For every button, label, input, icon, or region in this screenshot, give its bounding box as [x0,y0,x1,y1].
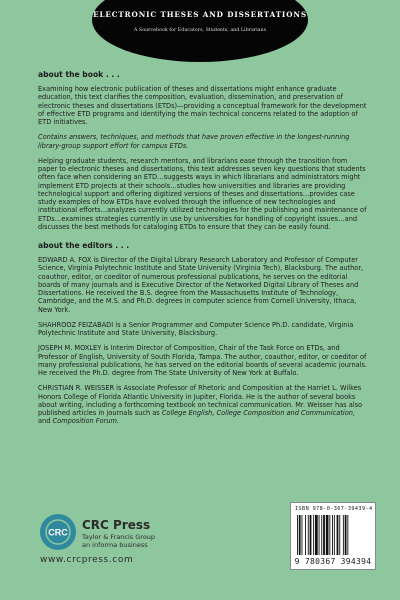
barcode-stripe [326,515,329,555]
barcode-stripe [332,515,333,555]
barcode-stripe [299,515,301,555]
crc-logo-icon [38,512,78,552]
barcode-stripe [347,515,348,555]
about-editors-heading: about the editors . . . [38,241,130,250]
barcode-bars [297,515,369,555]
publisher-informa: an informa business [82,540,148,549]
barcode-stripe [305,515,306,555]
publisher-subtitle [82,534,155,549]
barcode-stripe [343,515,344,555]
editor-bio-weisser [38,384,368,425]
barcode-stripe [337,515,339,555]
barcode-stripe [339,515,340,555]
barcode-stripe [321,515,322,555]
editor-bio-moxley: JOSEPH M. MOXLEY is Interim Director of Composition, Chair of the Task Force on ETDs, and Professor of English, University of South Florida, Tampa. The author, coauthor, editor, or coeditor of many professional publications, he has served on the editorial boards of several academic journals. He received the Ph.D. degree from The State University of New York at Buffalo. [38,344,368,377]
logo-mark-text: CRC [48,527,68,538]
editor-bio-fox: EDWARD A. FOX is Director of the Digital Library Research Laboratory and Professor of Computer Science, Virginia Polytechnic Institute and State University (Virginia Tech), Blacksburg. The author, coauthor, editor, or coeditor of numerous professional publications, he serves on the editorial boards of many journals and is Executive Director of the Networked Digital Library of Theses and Dissertations. He received the B.S. degree from the Massachusetts Institute of Technology, Cambridge, and the M.S. and Ph.D. degrees in computer science from Cornell University, Ithaca, New York. [38,256,364,314]
publisher-url: www.crcpress.com [40,555,134,565]
barcode-stripe [297,515,298,555]
editor-bio-weisser-and: and [38,417,53,426]
barcode-stripe [310,515,312,555]
barcode-stripe [329,515,330,555]
editor-bio-feizabadi: SHAHROOZ FEIZABADI is a Senior Programmer and Computer Science Ph.D. candidate, Virginia Polytechnic Institute and State University, Blacksburg. [38,320,354,337]
barcode-stripe [345,515,347,555]
title-badge [92,0,308,62]
barcode [290,502,376,570]
about-book-heading: about the book . . . [38,70,120,79]
about-book-paragraph-3: Helping graduate students, research mentors, and librarians ease through the transition from paper to electronic theses and dissertations, this text addresses seven key questions that students often face when considering an ETD…suggests ways in which librarians and administrators might implement ETD projects at their schools…studies how universities and libraries are providing technological support and offering digitized versions of theses and dissertations…provides case study examples of how ETDs have evolved through the influence of new technologies and institutional efforts…analyzes currently utilized technologies for the publishing and maintenance of ETDs…examines strategies currently in use by universities for handling of copyright issues…and discusses the best methods for cataloging ETDs to ensure that they can be easily found. [38,156,367,231]
barcode-stripe [308,515,309,555]
barcode-stripe [315,515,318,555]
back-cover-text [38,70,368,433]
barcode-number: 9 780367 394394 [294,557,372,566]
book-subtitle: A Sourcebook for Educators, Students, and Librarians [133,28,267,33]
barcode-stripe [313,515,314,555]
barcode-stripe [334,515,335,555]
barcode-stripe [302,515,303,555]
barcode-stripe [323,515,325,555]
journal-names: College English, College Composition and Communication, [161,409,356,417]
book-title: ELECTRONIC THESES AND DISSERTATIONS [93,10,307,19]
publisher-name: CRC Press [82,518,151,532]
about-book-paragraph-1: Examining how electronic publication of theses and dissertations might enhance graduate education, this text clarifies the composition, evaluation, dissemination, and preservation of electronic theses and dissertations (ETDs)—providing a conceptual framework for the development of effective ETD programs and identifying the main technical concerns related to the adoption of ETD initiatives. [38,85,367,126]
journal-name-composition-forum: Composition Forum. [52,417,120,426]
isbn-label: ISBN 978-0-367-39439-4 [295,506,373,512]
editor-bio-weisser-text: CHRISTIAN R. WEISSER is Associate Professor of Rhetoric and Composition at the Harriet L. Wilkes Honors College of Florida Atlantic University in Jupiter, Florida. He is the author of several books about writing, including a forthcoming textbook on technical communication. Mr. Weisser has also published articles in journals such as [38,384,363,417]
barcode-stripe [319,515,320,555]
publisher-group: Taylor & Francis Group [82,533,156,541]
about-book-paragraph-2: Contains answers, techniques, and methods that have proven effective in the longest-running library-group support effort for campus ETDs. [38,133,350,150]
